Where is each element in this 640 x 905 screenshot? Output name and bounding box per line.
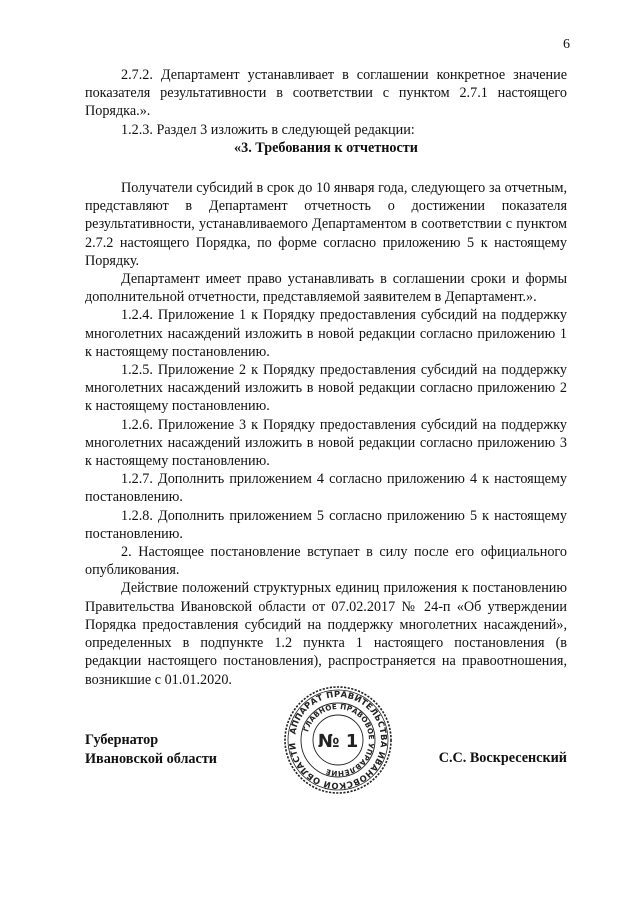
signatory-name: С.С. Воскресенский (438, 750, 567, 766)
position-line-1: Губернатор (85, 732, 159, 748)
paragraph-1-2-6: 1.2.6. Приложение 3 к Порядку предоставления субсидий на поддержку многолетних насаждений изложить в новой редакции согласно приложению 3 к настоящему постановлению. (85, 416, 567, 470)
paragraph-reporting-deadline: Получатели субсидий в срок до 10 января года, следующего за отчетным, представляют в Департамент отчетность о достижении показателя результативности, устанавливаемого Департаментом в соответствии с пунктом 2.7.2 настоящего Порядка, по форме согласно приложению 5 к настоящему Порядку. (85, 180, 567, 269)
paragraph-department-right: Департамент имеет право устанавливать в соглашении сроки и формы дополнительной отчетности, представляемой заявителем в Департамент.». (85, 271, 567, 306)
paragraph-1-2-7: 1.2.7. Дополнить приложением 4 согласно приложению 4 к настоящему постановлению. (85, 471, 567, 506)
paragraph-1-2-3: 1.2.3. Раздел 3 изложить в следующей редакции: (121, 121, 415, 138)
signature-block (85, 731, 567, 791)
position-line-2: Ивановской области (85, 750, 217, 767)
page-number: 6 (563, 37, 570, 52)
paragraph-2-effective: 2. Настоящее постановление вступает в силу после его официального опубликования. (85, 544, 567, 579)
signatory-position (85, 731, 217, 768)
section-heading: «3. Требования к отчетности (234, 139, 418, 156)
document-body (85, 66, 567, 689)
paragraph-1-2-8: 1.2.8. Дополнить приложением 5 согласно приложению 5 к настоящему постановлению. (85, 507, 567, 542)
seal-inner-text: ГЛАВНОЕ ПРАВОВОЕ УПРАВЛЕНИЕ (301, 701, 377, 779)
paragraph-2-7-2: 2.7.2. Департамент устанавливает в соглашении конкретное значение показателя результативности в соответствии с пунктом 2.7.1 настоящего Порядка.». (85, 67, 567, 120)
seal-number: № 1 (317, 731, 359, 752)
paragraph-applicability: Действие положений структурных единиц приложения к постановлению Правительства Ивановской области от 07.02.2017 № 24-п «Об утверждении Порядка предоставления субсидий на поддержку многолетних насаждений», определенных в подпункте 1.2 пункта 1 настоящего постановления (в редакции настоящего постановления), распространяется на правоотношения, возникшие с 01.01.2020. (85, 580, 567, 688)
seal-outer-text: АППАРАТ ПРАВИТЕЛЬСТВА ИВАНОВСКОЙ ОБЛАСТИ (286, 688, 390, 792)
paragraph-1-2-4: 1.2.4. Приложение 1 к Порядку предоставления субсидий на поддержку многолетних насаждений изложить в новой редакции согласно приложению 1 к настоящему постановлению. (85, 307, 567, 360)
paragraph-1-2-5: 1.2.5. Приложение 2 к Порядку предоставления субсидий на поддержку многолетних насаждений изложить в новой редакции согласно приложению 2 к настоящему постановлению. (85, 362, 567, 415)
